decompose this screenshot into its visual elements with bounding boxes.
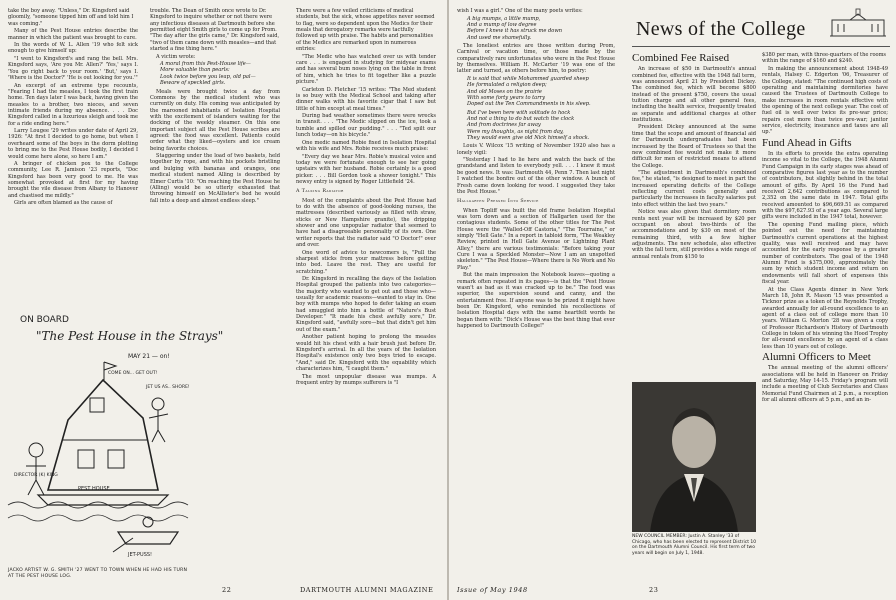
paragraph: An increase of $50 in Dartmouth's annual combined fee, effective with the 1948 fall term, was announced April 21 by President Dickey. The combined fee, which will become $800 instead of the present $750, covers the usual tuition charge and all other general fees, including the health service, frequently treated as separate and additional charges at other institutions.: [632, 66, 756, 123]
paragraph: take the boy away. "Unless," Dr. Kingsford said gloomily, "someone tipped him off and told him I was coming.": [8, 8, 134, 27]
paragraph: "Yesterday I had to lie here and watch the back of the grandstand and listen to everybody yell. . . . I knew it must be good news. It was: Dartmouth 44, Penn 7. Then last night I watched the bonfire out of the other window. A bunch of Fresh came down looking for wood. I suggested they take the Pest House.": [457, 157, 615, 195]
masthead-rule: [632, 46, 890, 47]
paragraph: "Every day we hear Mrs. Robie's musical voice and today we were fortunate enough to see her going upstairs with her husband. Robie certainly is a good picker. . . . Bill Gordon took a shower tonight." This newsy entry is signed by Roger Littlefield '24.: [296, 153, 436, 185]
cartoon-date-text: MAY 21 — on!: [128, 353, 170, 360]
news-masthead: [632, 6, 890, 40]
verse-line: And a mump of low degree: [467, 21, 537, 28]
left-page: [0, 0, 447, 600]
paragraph: During bad weather sometimes there were wrecks in transit. . . . "The Medic slipped on the ice, took a tumble and spilled our pudding." . . . "Ted spilt our lunch today—on his bicycle.": [296, 113, 436, 139]
verse-line: He formulated a religion deep;: [467, 82, 547, 89]
paragraph: At the Class Agents dinner in New York March 18, John R. Mason '15 was presented a Ticknor prize as a token of the Reynolds Trophy, awarded annually for all-round excellence to an agent of a class out of college more than 10 years. William G. Morton '28 was given a copy of Professor Richardson's History of Dartmouth College in token of his winning the Hood Trophy for all-round excellence by an agent of a class less than 10 years out of college.: [762, 286, 888, 350]
paragraph: Another patient hoping to prolong the measles would hit his chest with a hair brush just before Dr. Kingsford's arrival. In all the years of the Isolation Hospital's existence only two boys tried to escape. "And," said Dr. Kingsford with the equability which characterizes him, "I caught them.": [296, 334, 436, 373]
paragraph: The opening Fund mailing piece, which pointed out the need for maintaining Dartmouth's current operations at the highest quality, was well received and may have accounted for the early response by a greater number of contributors. The goal of the 1948 Alumni Fund is $375,000, approximately the sum by which student income and return on endowments will fall short of expenses this fiscal year.: [762, 222, 888, 286]
paragraph: Girls are often blamed as the cause of: [14, 200, 113, 207]
cartoon-get-us-text: JET US AS.. SHORE!: [146, 385, 190, 390]
verse-line: Look twice before you leap, old pal—: [160, 73, 256, 80]
issue-date-footer: Issue of May 1948: [457, 586, 528, 594]
cartoon-captain-text: DIRECTOR (K) KING: [14, 473, 58, 478]
verse-line: Doped out the Ten Commandments in his sleep.: [467, 101, 591, 108]
verse-line: A moral from this Pest-House life—: [160, 61, 251, 68]
cartoon-caption: JACKO ARTIST W. G. SMITH '27 WENT TO TOWN WHEN HE HAD HIS TURN AT THE PEST HOUSE LOG.: [8, 568, 188, 579]
verse-line: But I've been here with solitude to hock: [467, 109, 571, 116]
paragraph: The loneliest entries are those written during Prom, Carnival or vacation time, or those made by the comparatively rare unfortunates who were in the Pest House by themselves. William H. McCarter '19 was one of the latter and turned, as others before him, to poetry:: [457, 42, 615, 75]
cartoon-rescue-text: JET-PUSS!: [128, 552, 153, 558]
paragraph: Notice was also given that dormitory room rents next year will be increased by $20 per occupant on about two-thirds of the accommodations and by $30 on most of the remaining third, with a few higher adjustments. The new schedule, also effective with the fall term, still provides a wide range of annual rentals from $150 to: [632, 209, 756, 260]
cartoon-title-text: "The Pest House in the Strays": [36, 329, 224, 343]
paragraph: wish I was a girl." One of the many poets writes:: [457, 8, 583, 14]
verse-line: And used me shamefully.: [467, 34, 532, 41]
paragraph: Louis V. Wilcox '15 writing of November 1920 also has a lonely vigil:: [457, 143, 615, 156]
verse-line: And old Moses on the prairie: [467, 88, 542, 95]
paragraph: trouble. The Dean of Smith once wrote to Dr. Kingsford to inquire whether or not there were any infectious diseases at Dartmouth before she permitted eight Smith girls to come up for Prom. "The day after the girls came," Dr. Kingsford said, "two of them came down with measles—and that started a fine thing here.": [150, 8, 280, 53]
paragraph: $380 per man, with three-quarters of the rooms within the range of $160 and $240.: [762, 52, 887, 65]
verse-line: Beware of speckled girls.: [160, 80, 226, 87]
paragraph: In its efforts to provide the extra operating income so vital to the College, the 1948 Alumni Fund Campaign in its early stages was ahead of comparative figures last year as to the number of contributors, but slightly behind in the total amount of gifts. By April 16 the Fund had received 2,642 contributions as compared to 2,352 on the same date in 1947. Total gifts received amounted to $96,669.51 as compared with the $97,627.93 of a year ago. Several large gifts were included in the 1947 total, however.: [762, 151, 888, 221]
paragraph: "I went to Kingsford's and rang the bell. Mrs. Kingsford says, 'Are you Mr. Allen?' 'Yes,' says I. 'You go right back to your room.' 'But,' says I. 'Where is the Doctor?' 'He is out looking for you.'": [8, 55, 138, 81]
paragraph: A bringer of chicken pox to the College community, Lee R. Jamison '23 reports, "Doc Kingsford has been very good to me. He was somewhat provoked at first for my having brought the vile disease from Albany to Hanover and chastised me mildly.": [8, 161, 138, 199]
heading-alumni-officers: Alumni Officers to Meet: [762, 351, 871, 364]
cartoon-pest-house-text: PEST HOUSE: [78, 486, 110, 492]
council-member-photo: [632, 382, 756, 532]
left-column-1: [8, 8, 138, 208]
right-column-1: [457, 8, 615, 330]
verse-line: They would even give old Nick himself a shock.: [467, 134, 590, 141]
paragraph: An excerpt of an extreme type recounts, "Fearing I had the measles, I took the first train home. Ten days later I was back, having given the measles to a brother, two nieces, and seven intimate friends during my absence. . . . Doc Kingsford called in a luxurious sleigh and took me for a ride ending here.": [8, 82, 138, 127]
paragraph: Larry Lougee '29 writes under date of April 29, 1926: "At first I decided to go home, but when I overheard some of the boys in the dorm plotting to bring me to the Pest House bodily, I decided I would come here alone, so here I am.": [8, 128, 138, 160]
right-column-2: [632, 52, 756, 261]
paragraph: The annual meeting of the alumni officers' associations will be held in Hanover on Friday and Saturday, May 14-15. Friday's program will include a meeting of Club Secretaries and Class Memorial Fund Chairmen at 2 p.m., a reception for all alumni officers at 5 p.m., and an in-: [762, 365, 888, 404]
photo-caption: NEW COUNCIL MEMBER: Justin A. Stanley '33 of Chicago, who has been elected to represent District 10 on the Dartmouth Alumni Council. His first term of two years will begin on July 1, 1948.: [632, 534, 757, 556]
paragraph: But the main impression the Notebook leaves—quoting a remark often repeated in its pages—is that the "Pest House wasn't as bad as it was cracked up to be." The food was superior, the supervision sound and canny, and the entertainment free. If anyone was to be prized it might have been Dr. Kingsford, who reminded his recollections of Isolation Hospital days with the same heartfelt words he began them with: "Dick's House was the best thing that ever happened to Dartmouth College!": [457, 272, 615, 329]
paragraph: In making the announcement about 1948-49 rentals, Halsey C. Edgerton '06, Treasurer of the College, stated: "The continued high costs of operating and maintaining dormitories have caused the Trustees of Dartmouth College to make increases in room rentals effective with the opening of the next college year. The cost of fuel oil is well over twice its pre-war price; repairs cost more than twice pre-war; janitor service, electricity, insurance and taxes are all up.": [762, 65, 888, 136]
left-column-3: [296, 8, 436, 387]
paragraph: President Dickey announced at the same time that the scope and amount of financial aid for Dartmouth undergraduates had been increased by the Board of Trustees so that the new combined fee would not make it more difficult for men of restricted means to attend the College.: [632, 124, 756, 169]
verse-line: More valuable than pearls:: [160, 67, 230, 74]
page-number-left: 22: [222, 586, 232, 594]
heading-combined-fee: Combined Fee Raised: [632, 52, 730, 64]
paragraph: "The Medic who has watched over us with tender care . . . is engaged in studying for midyear exams and has several bum noses lying on the table in front of him, which he tries to fit together like a puzzle picture.": [296, 53, 436, 85]
page-number-right: 23: [649, 586, 659, 594]
right-column-3: [762, 52, 888, 405]
subheading-talking-radiator: A Talking Radiator: [296, 189, 344, 195]
paragraph: "The adjustment in Dartmouth's combined fee," he stated, "is designed to meet in part the increased operating deficits of the College reflecting current costs generally and particularly the increases in faculty salaries put into effect within the last two years.": [632, 170, 756, 208]
paragraph: Many of the Pest House entries describe the manner in which the patient was brought to cure.: [8, 28, 138, 41]
portrait-icon: [632, 382, 756, 532]
paragraph: Carleton D. Fletcher '15 writes: "The Med student is so busy with the Medical School and taking after dinner walks with his favorite cigar that I saw but little of him except at meal times.": [296, 86, 436, 112]
verse-line: With some forty years to tarry: [467, 94, 545, 101]
dartmouth-hall-icon: [828, 8, 888, 38]
paragraph: In the words of W. L. Allen '19 who felt sick enough to give himself up:: [8, 42, 138, 55]
pest-house-cartoon: [8, 300, 224, 560]
paragraph: There were a few veiled criticisms of medical students, but the sick, whose appetites never seemed to flag, were so dependent upon the Medics for their meals that derogatory remarks were tactfully followed up with praise. The habits and personalities of the Medics are remarked upon in numerous entries:: [296, 8, 435, 53]
verse-line: It is said that while Mohammed guarded sheep: [467, 75, 589, 82]
paragraph: One word of advice to newcomers is, "Pull the sharpest sticks from your mattress before getting into bed. Leave the rest. They are useful for scratching.": [296, 249, 436, 275]
paragraph: When Topliff was built the old frame Isolation Hospital was torn down and a section of Hallgarten used for the contagious students. Some of the other titles for The Pest House were the "Walled-Off Castoria," "The Tourraine," or simply "Hell Gate." In a report in tabloid form, "The Weakley Review, printed in Hell Gate Avenue or Lightning Plant Alley," there are various testimonials: "Before taking your Cure I was a Speckled Monster—Now I am an unspotted skeleton." "The Pest House—Where there is No Work and No Play.": [457, 207, 615, 271]
cartoon-on-board-text: ON BOARD: [20, 315, 69, 325]
paragraph: Meals were brought twice a day from Commons by the medical student who was currently on duty. His coming was anticipated by the marooned inhabitants of Isolation Hospital with the excitement of islanders waiting for the docking of the weekly steamer. On this one important subject all the Pest House scribes are agreed: the food was excellent. Patients could order what they liked—oysters and ice cream being favorite choices.: [150, 88, 280, 152]
paragraph: Staggering under the load of two baskets, held together by rope, and with his pockets bristling and bulging with bananas and oranges, one medical student named Alling is described by Elmer Curtis '10: "On reaching the Pest House he (Alling) would be so utterly exhausted that throwing himself on McAllister's bed he would fall into a deep and almost endless sleep.": [150, 153, 280, 204]
paragraph: One medic named Robie fixed in Isolation Hospital with his wife and Mrs. Robie receives much praise:: [296, 139, 436, 152]
left-column-2: [150, 8, 280, 205]
verse-line: Before I knew it has struck me down: [467, 28, 562, 35]
verse-line: Were my thoughts, as night from day,: [467, 128, 564, 135]
verse-line: And not a thing to do but watch the clock: [467, 115, 575, 122]
subheading-hallgarten: Hallgarten Pressed Into Service: [457, 199, 539, 205]
magazine-title-footer: DARTMOUTH ALUMNI MAGAZINE: [300, 586, 434, 594]
masthead-title: News of the College: [636, 18, 806, 40]
right-page: [449, 0, 896, 600]
verse-line: And from doctrines far away: [467, 122, 541, 129]
verse-line: A big mumps, a little mump,: [467, 15, 541, 22]
paragraph: Dr. Kingsford in recalling the days of the Isolation Hospital grouped the patients into two categories—the majority who wanted to get out and those who—usually for academic reasons—wanted to stay in. One boy with mumps who hoped to defer taking an exam had smuggled into him a bottle of "Nature's Bust Developer." "It made his chest awfully sore," Dr. Kingsford said, "awfully sore—but that didn't get him out of the exam.": [296, 276, 436, 333]
paragraph: The most unpopular disease was mumps. A frequent entry by mumps sufferers is "I: [296, 373, 436, 386]
paragraph: A victim wrote:: [156, 53, 196, 60]
heading-fund-ahead: Fund Ahead in Gifts: [762, 136, 852, 149]
cartoon-come-on-text: COME ON... GET OUT!: [108, 371, 158, 376]
paragraph: Most of the complaints about the Pest House had to do with the absence of good-looking nurses, the mattresses (described variously as filled with straw, sticks or New Hampshire granite), the dripping shower and one unpopular radiator that seemed to have had a disagreeable personality of its own. One writer reports that the radiator said "O Doctor!" over and over.: [296, 197, 436, 248]
